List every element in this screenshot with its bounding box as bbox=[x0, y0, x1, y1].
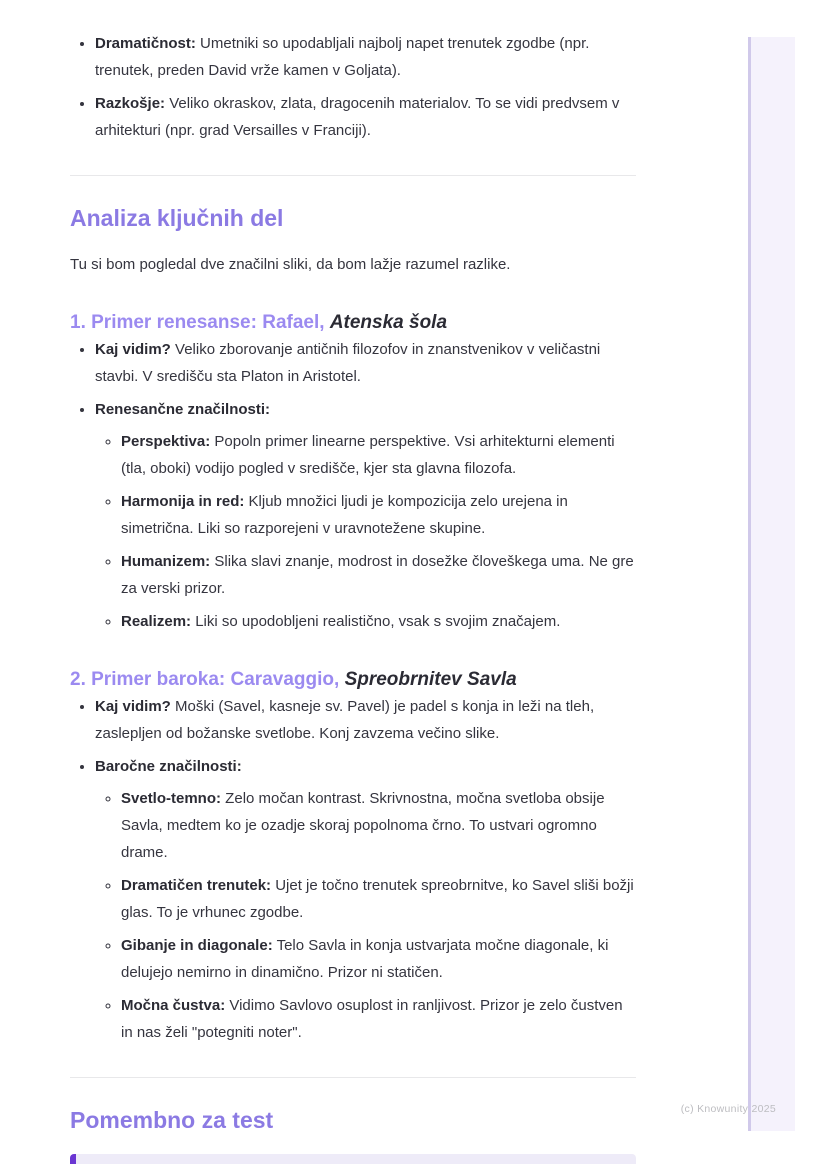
list-item: ◦ Gibanje in diagonale: Telo Savla in konja ustvarjata močne diagonale, ki delujejo nemirno in dinamično. Prizor ni statičen. bbox=[121, 932, 636, 986]
list-item-lead: Močna čustva: bbox=[121, 997, 226, 1014]
subsection-title-renaissance bbox=[70, 310, 636, 336]
list-item-lead: Kaj vidim? bbox=[95, 698, 171, 715]
subsection-title-artwork: Atenska šola bbox=[329, 312, 448, 333]
nested-list bbox=[95, 785, 636, 1046]
list-item: • Kaj vidim? Veliko zborovanje antičnih filozofov in znanstvenikov v veličastni stavbi. V središču sta Platon in Aristotel. bbox=[95, 336, 636, 390]
subsection-title-artwork: Spreobrnitev Savla bbox=[344, 669, 517, 690]
list-item-lead: Humanizem: bbox=[121, 553, 211, 570]
list-item-lead: Razkošje: bbox=[95, 95, 166, 112]
callout-box-clipped bbox=[70, 1154, 636, 1164]
analysis-intro-paragraph: Tu si bom pogledal dve značilni sliki, da bom lažje razumel razlike. bbox=[70, 256, 511, 273]
list-item: ◦ Humanizem: Slika slavi znanje, modrost in dosežke človeškega uma. Ne gre za verski prizor. bbox=[121, 548, 636, 602]
list-item: ◦ Harmonija in red: Kljub množici ljudi je kompozicija zelo urejena in simetrična. Liki so razporejeni v uravnotežene skupine. bbox=[121, 488, 636, 542]
list-item-lead: Perspektiva: bbox=[121, 433, 211, 450]
list-item-lead: Dramatičen trenutek: bbox=[121, 877, 272, 894]
list-item: • Razkošje: Veliko okraskov, zlata, dragocenih materialov. To se vidi predvsem v arhitekturi (npr. grad Versailles v Franciji). bbox=[95, 90, 636, 144]
list-item-lead: Gibanje in diagonale: bbox=[121, 937, 273, 954]
subsection-title-plain: 2. Primer baroka: Caravaggio, bbox=[70, 669, 340, 690]
document-page bbox=[70, 30, 636, 1164]
list-item-lead: Dramatičnost: bbox=[95, 35, 196, 52]
subsection-title-plain: 1. Primer renesanse: Rafael, bbox=[70, 312, 325, 333]
subsection-title-baroque bbox=[70, 667, 636, 693]
list-item-lead: Realizem: bbox=[121, 613, 192, 630]
list-item bbox=[95, 396, 636, 635]
list-item: • Kaj vidim? Moški (Savel, kasneje sv. Pavel) je padel s konja in leži na tleh, zaslepljen od božanske svetlobe. Konj zavzema večino slike. bbox=[95, 693, 636, 747]
section-title-test: Pomembno za test bbox=[70, 1107, 274, 1133]
baroque-bullet-list bbox=[70, 693, 636, 1046]
section-divider bbox=[70, 1077, 636, 1078]
list-item: ◦ Svetlo-temno: Zelo močan kontrast. Skrivnostna, močna svetloba obsije Savla, medtem ko je ozadje skoraj popolnoma črno. To ustvari ogromno drame. bbox=[121, 785, 636, 866]
list-item-lead: Baročne značilnosti: bbox=[95, 758, 242, 775]
list-item: ◦ Močna čustva: Vidimo Savlovo osuplost in ranljivost. Prizor je zelo čustven in nas želi "potegniti noter". bbox=[121, 992, 636, 1046]
copyright-watermark: (c) Knowunity 2025 bbox=[680, 1103, 776, 1115]
page-edge-strip bbox=[748, 37, 795, 1131]
renaissance-bullet-list bbox=[70, 336, 636, 635]
intro-bullet-list bbox=[70, 30, 636, 144]
list-item-lead: Kaj vidim? bbox=[95, 341, 171, 358]
section-title-analysis: Analiza ključnih del bbox=[70, 205, 284, 231]
list-item bbox=[95, 753, 636, 1046]
list-item-lead: Renesančne značilnosti: bbox=[95, 401, 271, 418]
list-item: ◦ Perspektiva: Popoln primer linearne perspektive. Vsi arhitekturni elementi (tla, oboki) vodijo pogled v središče, kjer sta glavna filozofa. bbox=[121, 428, 636, 482]
list-item: • Dramatičnost: Umetniki so upodabljali najbolj napet trenutek zgodbe (npr. trenutek, preden David vrže kamen v Goljata). bbox=[95, 30, 636, 84]
list-item-lead: Svetlo-temno: bbox=[121, 790, 222, 807]
list-item: ◦ Dramatičen trenutek: Ujet je točno trenutek spreobrnitve, ko Savel sliši božji glas. To je vrhunec zgodbe. bbox=[121, 872, 636, 926]
list-item: ◦ Realizem: Liki so upodobljeni realistično, vsak s svojim značajem. bbox=[121, 608, 636, 635]
list-item-lead: Harmonija in red: bbox=[121, 493, 245, 510]
nested-list bbox=[95, 428, 636, 635]
section-divider bbox=[70, 175, 636, 176]
